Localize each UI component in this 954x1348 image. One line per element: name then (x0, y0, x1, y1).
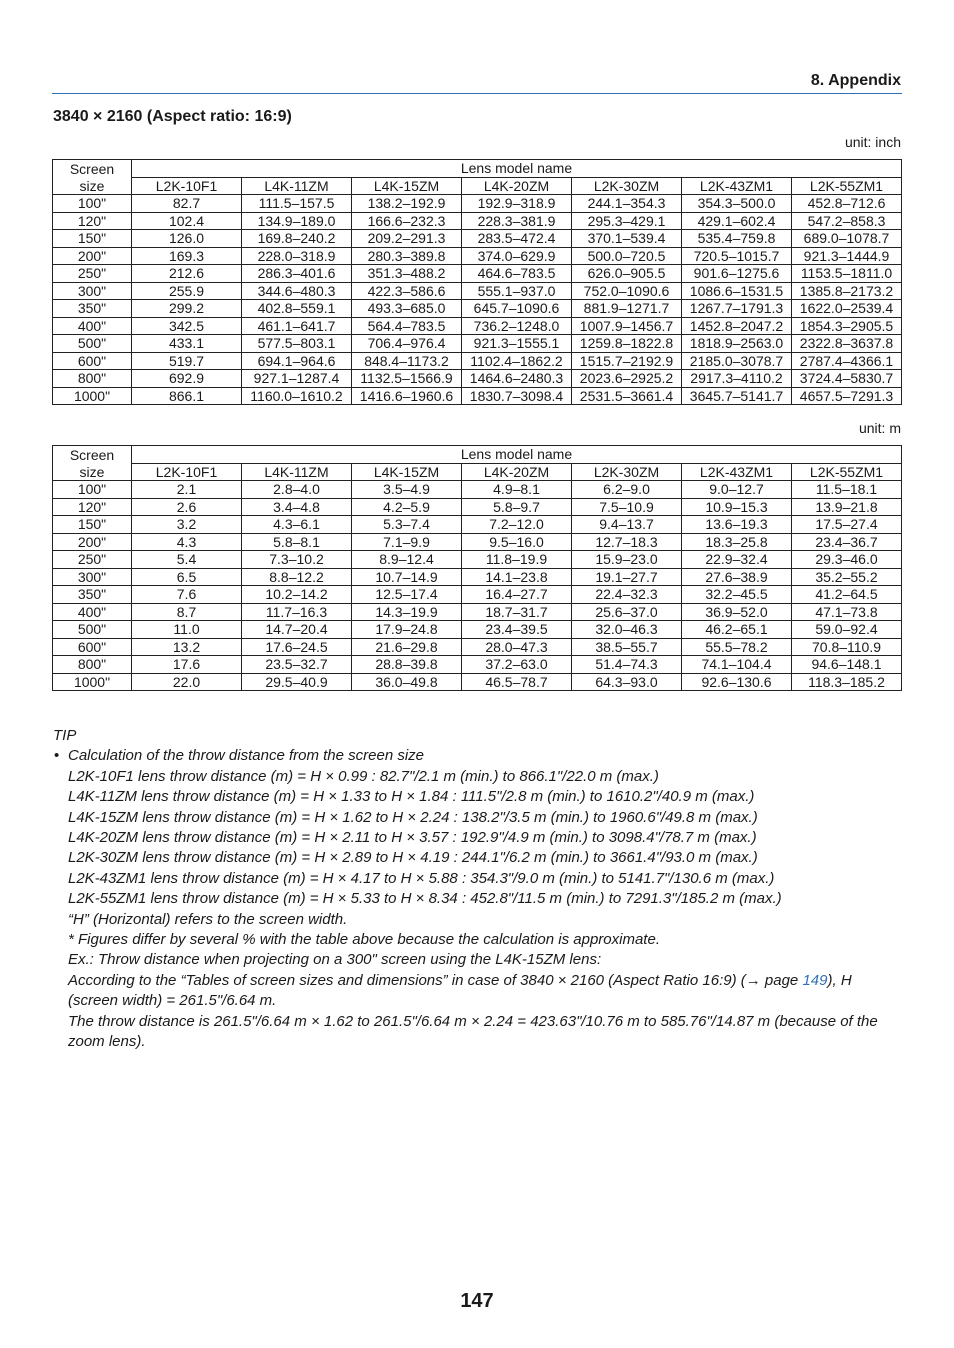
table-cell: 82.7 (132, 195, 242, 213)
table-cell: 74.1–104.4 (682, 656, 792, 674)
unit-label-m: unit: m (858, 420, 901, 436)
table-cell: 12.7–18.3 (572, 533, 682, 551)
table-cell: 23.4–36.7 (792, 533, 902, 551)
table-cell: 13.6–19.3 (682, 516, 792, 534)
unit-label-inch: unit: inch (844, 134, 901, 150)
table-cell: 29.3–46.0 (792, 551, 902, 569)
table-cell: 10.7–14.9 (352, 568, 462, 586)
table-cell: 1515.7–2192.9 (572, 352, 682, 370)
table-cell: 41.2–64.5 (792, 586, 902, 604)
screen-size-cell: 400" (53, 603, 132, 621)
table-cell: 848.4–1173.2 (352, 352, 462, 370)
table-cell: 2.8–4.0 (242, 481, 352, 499)
formula-l2k-43zm1: L2K-43ZM1 lens throw distance (m) = H × 4.17 to H × 5.88 : 354.3"/9.0 m (min.) to 5141.7"/130.6 m (max.) (68, 869, 775, 887)
table-cell: 27.6–38.9 (682, 568, 792, 586)
table-cell: 422.3–586.6 (352, 282, 462, 300)
screen-size-cell: 150" (53, 230, 132, 248)
table-cell: 14.1–23.8 (462, 568, 572, 586)
table-cell: 13.9–21.8 (792, 498, 902, 516)
table-cell: 35.2–55.2 (792, 568, 902, 586)
screen-size-cell: 150" (53, 516, 132, 534)
tip-bullet (53, 746, 905, 766)
table-cell: 519.7 (132, 352, 242, 370)
header-divider (52, 93, 902, 94)
table-cell: 212.6 (132, 265, 242, 283)
table-cell: 11.8–19.9 (462, 551, 572, 569)
table-cell: 452.8–712.6 (792, 195, 902, 213)
h-definition-note: “H” (Horizontal) refers to the screen width. (68, 910, 348, 928)
example-according (53, 971, 905, 1012)
table-cell: 1818.9–2563.0 (682, 335, 792, 353)
table-cell: 2185.0–3078.7 (682, 352, 792, 370)
table-cell: 4.3 (132, 533, 242, 551)
table-cell: 1385.8–2173.2 (792, 282, 902, 300)
table-row (53, 551, 902, 569)
screen-size-cell: 500" (53, 335, 132, 353)
screen-size-cell: 100" (53, 481, 132, 499)
table-cell: 351.3–488.2 (352, 265, 462, 283)
table-cell: 2023.6–2925.2 (572, 370, 682, 388)
screen-size-header: Screen (53, 446, 132, 464)
table-row (53, 516, 902, 534)
table-cell: 2.6 (132, 498, 242, 516)
table-cell: 12.5–17.4 (352, 586, 462, 604)
table-cell: 4.3–6.1 (242, 516, 352, 534)
table-cell: 6.2–9.0 (572, 481, 682, 499)
table-cell: 19.1–27.7 (572, 568, 682, 586)
model-header: L4K-15ZM (352, 463, 462, 481)
example-result: The throw distance is 261.5"/6.64 m × 1.62 to 261.5"/6.64 m × 2.24 = 423.63"/10.76 m to 585.76"/14.87 m (because of the zoom lens). (68, 1012, 878, 1051)
table-cell: 23.5–32.7 (242, 656, 352, 674)
screen-size-cell: 300" (53, 282, 132, 300)
table-cell: 370.1–539.4 (572, 230, 682, 248)
table-cell: 3.5–4.9 (352, 481, 462, 499)
table-cell: 1132.5–1566.9 (352, 370, 462, 388)
table-cell: 2787.4–4366.1 (792, 352, 902, 370)
table-cell: 138.2–192.9 (352, 195, 462, 213)
table-cell: 46.2–65.1 (682, 621, 792, 639)
screen-size-cell: 120" (53, 498, 132, 516)
table-cell: 535.4–759.8 (682, 230, 792, 248)
table-cell: 692.9 (132, 370, 242, 388)
table-cell: 1086.6–1531.5 (682, 282, 792, 300)
table-cell: 228.3–381.9 (462, 212, 572, 230)
table-cell: 255.9 (132, 282, 242, 300)
bullet-dot: • (54, 747, 60, 765)
table-cell: 1854.3–2905.5 (792, 317, 902, 335)
table-cell: 752.0–1090.6 (572, 282, 682, 300)
table-cell: 22.0 (132, 673, 242, 691)
table-cell: 1153.5–1811.0 (792, 265, 902, 283)
model-header: L2K-55ZM1 (792, 177, 902, 195)
table-cell: 564.4–783.5 (352, 317, 462, 335)
table-cell: 1830.7–3098.4 (462, 387, 572, 405)
table-row (53, 352, 902, 370)
table-row (53, 212, 902, 230)
model-header: L2K-10F1 (132, 177, 242, 195)
table-cell: 286.3–401.6 (242, 265, 352, 283)
table-cell: 25.6–37.0 (572, 603, 682, 621)
table-cell: 5.4 (132, 551, 242, 569)
table-cell: 7.5–10.9 (572, 498, 682, 516)
table-cell: 295.3–429.1 (572, 212, 682, 230)
table-cell: 354.3–500.0 (682, 195, 792, 213)
screen-size-header: Screen (53, 160, 132, 178)
formula-l2k-30zm: L2K-30ZM lens throw distance (m) = H × 2.89 to H × 4.19 : 244.1"/6.2 m (min.) to 3661.4"/93.0 m (max.) (68, 849, 758, 867)
tip-label: TIP (53, 727, 77, 744)
table-body (53, 160, 902, 405)
table-cell: 7.2–12.0 (462, 516, 572, 534)
table-cell: 7.3–10.2 (242, 551, 352, 569)
table-cell: 169.3 (132, 247, 242, 265)
table-cell: 5.8–8.1 (242, 533, 352, 551)
table-row (53, 481, 902, 499)
table-cell: 11.7–16.3 (242, 603, 352, 621)
table-cell: 1622.0–2539.4 (792, 300, 902, 318)
table-cell: 64.3–93.0 (572, 673, 682, 691)
table-cell: 1007.9–1456.7 (572, 317, 682, 335)
screen-size-cell: 100" (53, 195, 132, 213)
table-cell: 500.0–720.5 (572, 247, 682, 265)
table-cell: 11.5–18.1 (792, 481, 902, 499)
table-cell: 4.2–5.9 (352, 498, 462, 516)
screen-size-cell: 350" (53, 586, 132, 604)
tip-section (53, 726, 905, 1053)
model-header: L4K-20ZM (462, 463, 572, 481)
table-cell: 55.5–78.2 (682, 638, 792, 656)
table-cell: 17.6 (132, 656, 242, 674)
header-row (53, 160, 902, 178)
table-cell: 374.0–629.9 (462, 247, 572, 265)
table-cell: 402.8–559.1 (242, 300, 352, 318)
table-cell: 8.9–12.4 (352, 551, 462, 569)
table-cell: 14.3–19.9 (352, 603, 462, 621)
table-cell: 2917.3–4110.2 (682, 370, 792, 388)
screen-size-cell: 250" (53, 551, 132, 569)
table-cell: 14.7–20.4 (242, 621, 352, 639)
table-cell: 192.9–318.9 (462, 195, 572, 213)
table-cell: 8.8–12.2 (242, 568, 352, 586)
table-cell: 244.1–354.3 (572, 195, 682, 213)
model-header: L4K-11ZM (242, 463, 352, 481)
table-cell: 461.1–641.7 (242, 317, 352, 335)
table-cell: 16.4–27.7 (462, 586, 572, 604)
lens-model-header: Lens model name (132, 160, 902, 178)
table-cell: 3.4–4.8 (242, 498, 352, 516)
model-header: L4K-15ZM (352, 177, 462, 195)
table-cell: 22.9–32.4 (682, 551, 792, 569)
table-cell: 6.5 (132, 568, 242, 586)
table-cell: 689.0–1078.7 (792, 230, 902, 248)
model-header: L4K-11ZM (242, 177, 352, 195)
table-cell: 11.0 (132, 621, 242, 639)
table-cell: 901.6–1275.6 (682, 265, 792, 283)
table-cell: 4657.5–7291.3 (792, 387, 902, 405)
model-header: L2K-43ZM1 (682, 463, 792, 481)
table-cell: 29.5–40.9 (242, 673, 352, 691)
table-row (53, 230, 902, 248)
table-cell: 9.5–16.0 (462, 533, 572, 551)
table-row (53, 533, 902, 551)
table-cell: 694.1–964.6 (242, 352, 352, 370)
table-cell: 38.5–55.7 (572, 638, 682, 656)
table-cell: 866.1 (132, 387, 242, 405)
table-row (53, 638, 902, 656)
table-cell: 1102.4–1862.2 (462, 352, 572, 370)
according-text-post: ), H (screen width) = 261.5"/6.64 m. (68, 971, 852, 1010)
table-cell: 1416.6–1960.6 (352, 387, 462, 405)
table-cell: 464.6–783.5 (462, 265, 572, 283)
tip-bullet-text: Calculation of the throw distance from the screen size (68, 747, 425, 765)
table-cell: 720.5–1015.7 (682, 247, 792, 265)
model-row (53, 177, 902, 195)
table-cell: 4.9–8.1 (462, 481, 572, 499)
table-cell: 169.8–240.2 (242, 230, 352, 248)
table-cell: 5.3–7.4 (352, 516, 462, 534)
table-cell: 111.5–157.5 (242, 195, 352, 213)
screen-size-cell: 1000" (53, 387, 132, 405)
table-cell: 280.3–389.8 (352, 247, 462, 265)
table-row (53, 498, 902, 516)
table-cell: 2.1 (132, 481, 242, 499)
model-header: L2K-30ZM (572, 463, 682, 481)
table-cell: 37.2–63.0 (462, 656, 572, 674)
table-cell: 10.9–15.3 (682, 498, 792, 516)
table-cell: 881.9–1271.7 (572, 300, 682, 318)
table-row (53, 247, 902, 265)
model-header: L2K-30ZM (572, 177, 682, 195)
table-cell: 7.6 (132, 586, 242, 604)
table-row (53, 603, 902, 621)
table-row (53, 335, 902, 353)
table-cell: 134.9–189.0 (242, 212, 352, 230)
table-cell: 3.2 (132, 516, 242, 534)
table-cell: 36.0–49.8 (352, 673, 462, 691)
model-row (53, 463, 902, 481)
according-text-pre: According to the “Tables of screen sizes and dimensions” in case of 3840 × 2160 (Aspect Ratio 16:9) (→ page (68, 971, 803, 989)
table-row (53, 282, 902, 300)
table-cell: 228.0–318.9 (242, 247, 352, 265)
table-cell: 433.1 (132, 335, 242, 353)
table-cell: 32.0–46.3 (572, 621, 682, 639)
table-cell: 92.6–130.6 (682, 673, 792, 691)
table-cell: 626.0–905.5 (572, 265, 682, 283)
table-cell: 13.2 (132, 638, 242, 656)
table-cell: 166.6–232.3 (352, 212, 462, 230)
screen-size-cell: 200" (53, 533, 132, 551)
table-cell: 47.1–73.8 (792, 603, 902, 621)
table-cell: 102.4 (132, 212, 242, 230)
screen-size-cell: 1000" (53, 673, 132, 691)
table-cell: 17.9–24.8 (352, 621, 462, 639)
table-cell: 59.0–92.4 (792, 621, 902, 639)
table-cell: 94.6–148.1 (792, 656, 902, 674)
page-number: 147 (460, 1290, 494, 1312)
table-cell: 28.0–47.3 (462, 638, 572, 656)
table-cell: 32.2–45.5 (682, 586, 792, 604)
table-cell: 10.2–14.2 (242, 586, 352, 604)
table-row (53, 656, 902, 674)
table-row (53, 586, 902, 604)
table-cell: 1160.0–1610.2 (242, 387, 352, 405)
model-header: L4K-20ZM (462, 177, 572, 195)
table-cell: 9.0–12.7 (682, 481, 792, 499)
screen-size-cell: 500" (53, 621, 132, 639)
table-cell: 209.2–291.3 (352, 230, 462, 248)
table-cell: 342.5 (132, 317, 242, 335)
table-cell: 17.5–27.4 (792, 516, 902, 534)
table-cell: 921.3–1555.1 (462, 335, 572, 353)
model-header: L2K-10F1 (132, 463, 242, 481)
formula-l4k-11zm: L4K-11ZM lens throw distance (m) = H × 1.33 to H × 1.84 : 111.5"/2.8 m (min.) to 1610.2"/40.9 m (max.) (68, 788, 755, 806)
page-link[interactable]: 149 (802, 971, 828, 989)
table-cell: 3645.7–5141.7 (682, 387, 792, 405)
table-cell: 3724.4–5830.7 (792, 370, 902, 388)
approximation-note: * Figures differ by several % with the table above because the calculation is approximate. (68, 931, 660, 949)
table-cell: 1464.6–2480.3 (462, 370, 572, 388)
table-cell: 18.3–25.8 (682, 533, 792, 551)
table-cell: 706.4–976.4 (352, 335, 462, 353)
model-header: L2K-43ZM1 (682, 177, 792, 195)
screen-size-cell: 600" (53, 638, 132, 656)
table-cell: 22.4–32.3 (572, 586, 682, 604)
screen-size-header-2: size (53, 463, 132, 481)
table-cell: 555.1–937.0 (462, 282, 572, 300)
table-row (53, 265, 902, 283)
table-cell: 118.3–185.2 (792, 673, 902, 691)
table-cell: 577.5–803.1 (242, 335, 352, 353)
table-cell: 2531.5–3661.4 (572, 387, 682, 405)
screen-size-header-2: size (53, 177, 132, 195)
table-row (53, 673, 902, 691)
table-body (53, 446, 902, 691)
screen-size-cell: 200" (53, 247, 132, 265)
table-cell: 70.8–110.9 (792, 638, 902, 656)
table-cell: 126.0 (132, 230, 242, 248)
table-row (53, 387, 902, 405)
table-cell: 51.4–74.3 (572, 656, 682, 674)
table-cell: 547.2–858.3 (792, 212, 902, 230)
chapter-title: 8. Appendix (810, 72, 901, 89)
table-row (53, 317, 902, 335)
table-cell: 28.8–39.8 (352, 656, 462, 674)
screen-size-cell: 350" (53, 300, 132, 318)
throw-distance-table-inch (52, 159, 902, 405)
model-header: L2K-55ZM1 (792, 463, 902, 481)
table-cell: 429.1–602.4 (682, 212, 792, 230)
lens-model-header: Lens model name (132, 446, 902, 464)
formula-l4k-15zm: L4K-15ZM lens throw distance (m) = H × 1.62 to H × 2.24 : 138.2"/3.5 m (min.) to 1960.6"/49.8 m (max.) (68, 808, 758, 826)
screen-size-cell: 250" (53, 265, 132, 283)
section-title: 3840 × 2160 (Aspect ratio: 16:9) (53, 108, 292, 125)
table-cell: 36.9–52.0 (682, 603, 792, 621)
table-cell: 21.6–29.8 (352, 638, 462, 656)
table-cell: 344.6–480.3 (242, 282, 352, 300)
screen-size-cell: 400" (53, 317, 132, 335)
table-row (53, 568, 902, 586)
screen-size-cell: 800" (53, 656, 132, 674)
table-cell: 927.1–1287.4 (242, 370, 352, 388)
throw-distance-table-m (52, 445, 902, 691)
example-heading: Ex.: Throw distance when projecting on a 300" screen using the L4K-15ZM lens: (68, 951, 602, 969)
table-cell: 17.6–24.5 (242, 638, 352, 656)
header-row (53, 446, 902, 464)
screen-size-cell: 600" (53, 352, 132, 370)
table-row (53, 300, 902, 318)
table-cell: 23.4–39.5 (462, 621, 572, 639)
table-cell: 283.5–472.4 (462, 230, 572, 248)
screen-size-cell: 800" (53, 370, 132, 388)
table-cell: 1267.7–1791.3 (682, 300, 792, 318)
table-cell: 5.8–9.7 (462, 498, 572, 516)
table-cell: 921.3–1444.9 (792, 247, 902, 265)
table-row (53, 195, 902, 213)
table-cell: 645.7–1090.6 (462, 300, 572, 318)
table-cell: 299.2 (132, 300, 242, 318)
table-row (53, 370, 902, 388)
table-row (53, 621, 902, 639)
table-cell: 1259.8–1822.8 (572, 335, 682, 353)
formula-l4k-20zm: L4K-20ZM lens throw distance (m) = H × 2.11 to H × 3.57 : 192.9"/4.9 m (min.) to 3098.4"/78.7 m (max.) (68, 829, 757, 847)
table-cell: 736.2–1248.0 (462, 317, 572, 335)
screen-size-cell: 120" (53, 212, 132, 230)
formula-l2k-55zm1: L2K-55ZM1 lens throw distance (m) = H × 5.33 to H × 8.34 : 452.8"/11.5 m (min.) to 7291.3"/185.2 m (max.) (68, 890, 782, 908)
formula-l2k-10f1: L2K-10F1 lens throw distance (m) = H × 0.99 : 82.7"/2.1 m (min.) to 866.1"/22.0 m (max.) (68, 767, 659, 785)
table-cell: 493.3–685.0 (352, 300, 462, 318)
screen-size-cell: 300" (53, 568, 132, 586)
table-cell: 7.1–9.9 (352, 533, 462, 551)
table-cell: 9.4–13.7 (572, 516, 682, 534)
table-cell: 8.7 (132, 603, 242, 621)
table-cell: 15.9–23.0 (572, 551, 682, 569)
table-cell: 1452.8–2047.2 (682, 317, 792, 335)
table-cell: 46.5–78.7 (462, 673, 572, 691)
table-cell: 2322.8–3637.8 (792, 335, 902, 353)
table-cell: 18.7–31.7 (462, 603, 572, 621)
